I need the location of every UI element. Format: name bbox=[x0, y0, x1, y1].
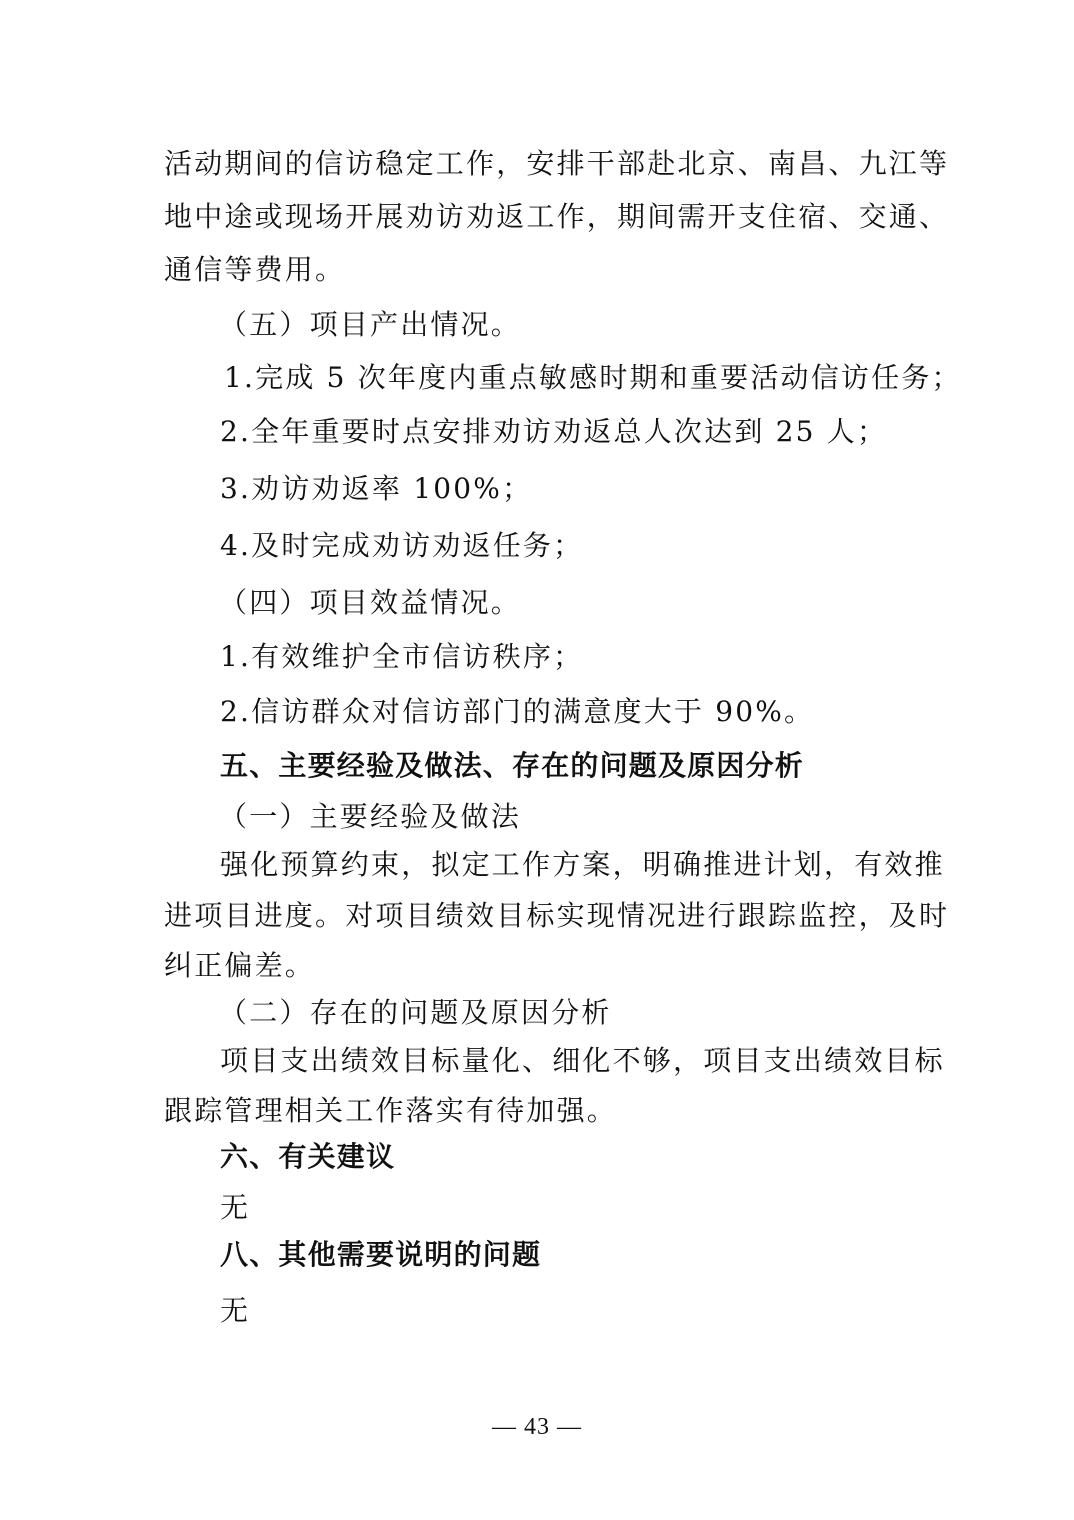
section-5-subheading-experience: （一）主要经验及做法 bbox=[219, 800, 522, 833]
experience-line-3: 纠正偏差。 bbox=[164, 949, 316, 982]
section-8-body: 无 bbox=[220, 1294, 251, 1327]
output-item-2: 2.全年重要时点安排劝访劝返总人次达到 25 人； bbox=[220, 415, 888, 448]
benefit-heading: （四）项目效益情况。 bbox=[219, 586, 522, 619]
problem-line-1: 项目支出绩效目标量化、细化不够，项目支出绩效目标 bbox=[220, 1044, 945, 1077]
section-8-heading: 八、其他需要说明的问题 bbox=[220, 1238, 542, 1271]
section-5-heading: 五、主要经验及做法、存在的问题及原因分析 bbox=[220, 749, 805, 782]
page-number: — 43 — bbox=[492, 1414, 582, 1440]
output-heading: （五）项目产出情况。 bbox=[219, 308, 522, 341]
section-5-subheading-problems: （二）存在的问题及原因分析 bbox=[219, 996, 612, 1029]
output-item-1: 1.完成 5 次年度内重点敏感时期和重要活动信访任务； bbox=[224, 361, 962, 394]
experience-line-2: 进项目进度。对项目绩效目标实现情况进行跟踪监控，及时 bbox=[164, 899, 950, 932]
intro-line-3: 通信等费用。 bbox=[164, 253, 346, 286]
section-6-heading: 六、有关建议 bbox=[220, 1140, 396, 1173]
intro-line-1: 活动期间的信访稳定工作，安排干部赴北京、南昌、九江等 bbox=[164, 147, 950, 180]
benefit-item-1: 1.有效维护全市信访秩序； bbox=[220, 640, 584, 673]
section-6-body: 无 bbox=[220, 1191, 251, 1224]
experience-line-1: 强化预算约束，拟定工作方案，明确推进计划，有效推 bbox=[220, 848, 945, 881]
intro-line-2: 地中途或现场开展劝访劝返工作，期间需开支住宿、交通、 bbox=[164, 200, 950, 233]
output-item-4: 4.及时完成劝访劝返任务； bbox=[220, 529, 584, 562]
problem-line-2: 跟踪管理相关工作落实有待加强。 bbox=[164, 1094, 618, 1127]
benefit-item-2: 2.信访群众对信访部门的满意度大于 90%。 bbox=[220, 695, 815, 728]
output-item-3: 3.劝访劝返率 100%； bbox=[220, 472, 533, 505]
